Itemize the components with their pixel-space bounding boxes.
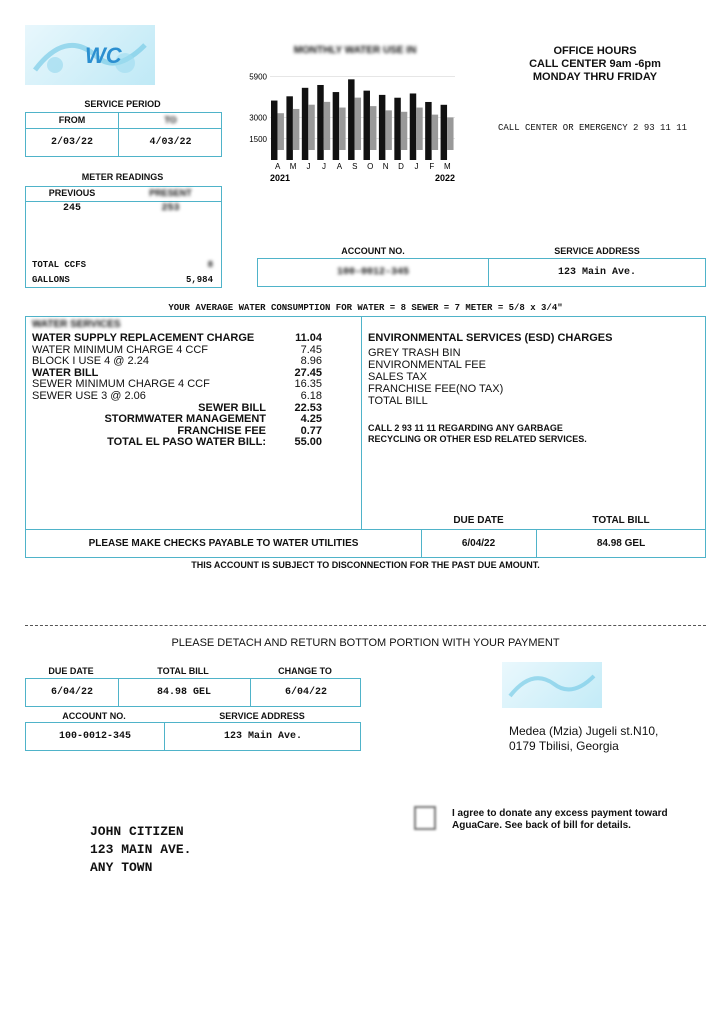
chart-category-label: N <box>382 162 389 171</box>
chart-category-label: A <box>275 162 281 171</box>
chart-category-label: J <box>321 162 326 171</box>
chart-category-label: S <box>352 162 358 171</box>
service-address-value: 123 Main Ave. <box>557 267 636 278</box>
chart-bar-series2 <box>370 106 376 150</box>
water-service-label: WATER SUPPLY REPLACEMENT CHARGE <box>32 332 255 344</box>
env-services-title: ENVIRONMENTAL SERVICES (ESD) CHARGES <box>368 332 613 344</box>
customer-name: JOHN CITIZEN <box>90 824 184 839</box>
water-service-amount: 22.53 <box>294 401 322 414</box>
previous-value: 245 <box>62 203 81 214</box>
water-service-amount: 8.96 <box>300 355 322 368</box>
chart-bar-series1 <box>364 91 370 160</box>
chart-category-label: F <box>429 162 435 171</box>
chart-bar-series1 <box>286 96 292 160</box>
total-bill-value: 84.98 GEL <box>596 538 646 549</box>
chart-bar-series2 <box>324 102 330 150</box>
office-hours <box>490 45 700 84</box>
chart-category-label: A <box>336 162 343 171</box>
water-splash-small-icon <box>502 662 602 708</box>
chart-title: MONTHLY WATER USE IN <box>293 45 417 56</box>
previous-label: PREVIOUS <box>48 188 96 198</box>
water-service-amount: 6.18 <box>300 390 322 402</box>
service-period-title: SERVICE PERIOD <box>84 99 161 109</box>
stub-due-label: DUE DATE <box>48 666 94 676</box>
due-date-value: 6/04/22 <box>461 538 496 549</box>
water-use-chart <box>240 60 460 185</box>
from-value: 2/03/22 <box>50 137 93 148</box>
water-service-label: BLOCK I USE 4 @ 2.24 <box>32 355 149 368</box>
emergency-line: CALL CENTER OR EMERGENCY 2 93 11 11 <box>498 123 688 133</box>
remit-logo <box>502 662 602 708</box>
stub-total-value: 84.98 GEL <box>156 687 211 698</box>
present-label: PRESENT <box>149 188 192 198</box>
chart-bar-series2 <box>339 108 345 150</box>
chart-category-label: J <box>414 162 419 171</box>
water-service-amount: 55.00 <box>294 436 322 449</box>
present-value: 253 <box>161 203 180 214</box>
water-services-list <box>32 332 322 462</box>
chart-ytick-label: 1500 <box>249 134 267 144</box>
chart-start-year: 2021 <box>270 173 291 183</box>
chart-bar-series2 <box>355 98 361 150</box>
gallons-label: GALLONS <box>32 275 70 285</box>
env-services-list <box>368 347 668 412</box>
customer-city: ANY TOWN <box>90 860 153 875</box>
water-service-label: SEWER USE 3 @ 2.06 <box>32 390 146 402</box>
stub-change-label: CHANGE TO <box>278 666 332 676</box>
checks-payable-text: PLEASE MAKE CHECKS PAYABLE TO WATER UTILITIES <box>88 538 359 549</box>
stub-dates-box <box>25 678 361 707</box>
donation-checkbox[interactable] <box>414 806 436 830</box>
from-label: FROM <box>58 115 86 125</box>
logo-text: WC <box>85 43 122 68</box>
env-note-line1: CALL 2 93 11 11 REGARDING ANY GARBAGE <box>368 423 563 433</box>
stub-address-label: SERVICE ADDRESS <box>219 711 305 721</box>
chart-bar-series1 <box>333 92 339 160</box>
to-value: 4/03/22 <box>149 137 192 148</box>
chart-category-label: J <box>306 162 311 171</box>
donation-line2: AguaCare. See back of bill for details. <box>452 820 631 831</box>
donation-line1: I agree to donate any excess payment toward <box>452 808 668 819</box>
water-service-label: STORMWATER MANAGEMENT <box>104 413 266 426</box>
env-service-row: FRANCHISE FEE(NO TAX) <box>368 383 504 395</box>
env-note-line2: RECYCLING OR OTHER ESD RELATED SERVICES. <box>368 434 587 444</box>
meter-readings-box <box>25 186 222 288</box>
total-ccfs-value: 8 <box>207 260 213 270</box>
office-hours-call-center: CALL CENTER 9am -6pm <box>529 58 661 70</box>
customer-address <box>90 823 191 877</box>
chart-bar-series1 <box>317 85 323 160</box>
chart-ytick-label: 3000 <box>249 113 267 123</box>
stub-total-label: TOTAL BILL <box>157 666 209 676</box>
service-period-box <box>25 112 222 157</box>
detach-line <box>25 625 706 626</box>
account-number-value: 100-0012-345 <box>336 267 409 278</box>
chart-category-label: M <box>443 162 451 171</box>
office-hours-title: OFFICE HOURS <box>553 45 637 57</box>
company-logo <box>25 25 155 85</box>
stub-due-value: 6/04/22 <box>50 687 93 698</box>
remit-address-line2: 0179 Tbilisi, Georgia <box>509 739 619 753</box>
chart-bar-series1 <box>394 98 400 160</box>
water-service-label: WATER BILL <box>32 366 99 379</box>
consumption-line: YOUR AVERAGE WATER CONSUMPTION FOR WATER = 8 SEWER = 7 METER = 5/8 x 3/4" <box>168 303 563 313</box>
disconnect-notice: THIS ACCOUNT IS SUBJECT TO DISCONNECTION FOR THE PAST DUE AMOUNT. <box>191 560 540 570</box>
chart-bar-series1 <box>348 79 354 160</box>
chart-bar-series1 <box>410 93 416 160</box>
chart-bar-series1 <box>379 95 385 160</box>
water-service-amount: 16.35 <box>294 378 322 391</box>
water-service-label: SEWER BILL <box>198 401 266 414</box>
chart-bar-series2 <box>277 113 283 150</box>
stub-account-value: 100-0012-345 <box>58 731 131 742</box>
chart-bar-series2 <box>385 110 391 150</box>
detach-instruction: PLEASE DETACH AND RETURN BOTTOM PORTION WITH YOUR PAYMENT <box>171 637 560 649</box>
water-service-amount: 27.45 <box>294 366 322 379</box>
bill-details-box <box>25 316 706 558</box>
env-service-row: TOTAL BILL <box>368 395 428 407</box>
total-bill-label: TOTAL BILL <box>592 515 650 526</box>
chart-bar-series2 <box>416 108 422 150</box>
water-service-label: TOTAL EL PASO WATER BILL: <box>107 436 266 449</box>
chart-bar-series1 <box>302 88 308 160</box>
chart-bar-series2 <box>432 115 438 150</box>
chart-bar-series2 <box>293 109 299 150</box>
chart-category-label: M <box>289 162 297 171</box>
to-label: TO <box>164 115 177 125</box>
gallons-value: 5,984 <box>185 275 213 285</box>
chart-bar-series1 <box>271 101 277 160</box>
stub-address-value: 123 Main Ave. <box>223 731 302 742</box>
env-service-row: SALES TAX <box>368 371 427 383</box>
chart-bar-series2 <box>447 117 453 150</box>
chart-category-label: O <box>367 162 374 171</box>
customer-street: 123 MAIN AVE. <box>90 842 192 857</box>
water-service-label: WATER MINIMUM CHARGE 4 CCF <box>32 343 208 356</box>
chart-bar-series1 <box>441 105 447 160</box>
water-service-amount: 0.77 <box>300 424 322 437</box>
stub-account-label: ACCOUNT NO. <box>62 711 126 721</box>
water-service-label: FRANCHISE FEE <box>177 424 266 437</box>
remit-address-line1: Medea (Mzia) Jugeli st.N10, <box>509 724 659 738</box>
stub-account-box <box>25 722 361 751</box>
water-service-amount: 4.25 <box>300 413 322 426</box>
water-services-title: WATER SERVICES <box>32 319 121 330</box>
stub-change-value: 6/04/22 <box>284 687 327 698</box>
account-number-label: ACCOUNT NO. <box>341 246 405 256</box>
water-service-label: SEWER MINIMUM CHARGE 4 CCF <box>32 378 210 391</box>
office-hours-days: MONDAY THRU FRIDAY <box>532 71 658 83</box>
env-service-row: GREY TRASH BIN <box>368 347 461 359</box>
meter-readings-title: METER READINGS <box>81 172 164 182</box>
chart-bar-series1 <box>425 102 431 160</box>
chart-bar-series2 <box>401 112 407 150</box>
total-ccfs-label: TOTAL CCFS <box>32 260 87 270</box>
env-service-row: ENVIRONMENTAL FEE <box>368 359 486 371</box>
water-service-amount: 11.04 <box>295 332 322 344</box>
remit-address <box>509 724 658 754</box>
chart-bar-series2 <box>308 105 314 150</box>
account-box <box>257 258 706 287</box>
due-date-label: DUE DATE <box>453 515 504 526</box>
chart-ytick-label: 5900 <box>249 72 267 82</box>
service-address-label: SERVICE ADDRESS <box>554 246 640 256</box>
chart-category-label: D <box>398 162 404 171</box>
donation-text <box>452 808 668 832</box>
water-service-amount: 7.45 <box>300 343 322 356</box>
chart-end-year: 2022 <box>434 173 455 183</box>
